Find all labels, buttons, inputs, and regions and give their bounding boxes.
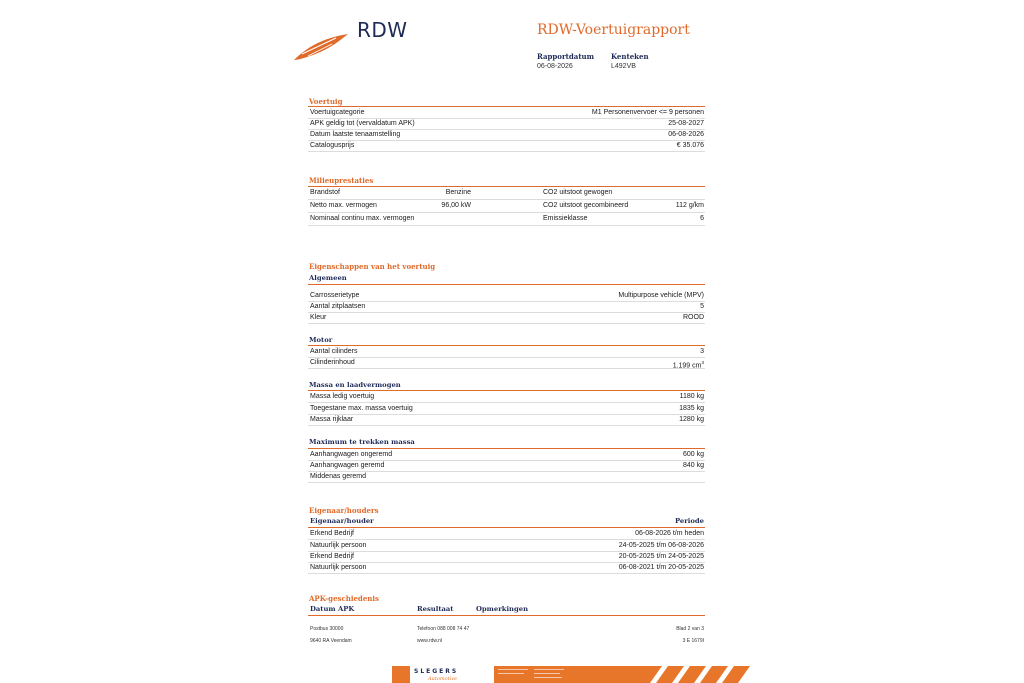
rapportdatum-value: 06-08-2026: [537, 63, 573, 70]
subsection-title-algemeen: Algemeen: [309, 274, 347, 282]
rdw-feather-logo-icon: [292, 30, 350, 62]
banner-brand: SLEGERS: [414, 668, 459, 675]
footer-postbus: Postbus 30000: [310, 626, 344, 632]
row-label: Aanhangwagen geremd: [310, 462, 385, 469]
table-row: [308, 471, 705, 483]
section-rule: [308, 615, 705, 616]
footer-page-number: Blad 2 van 3: [676, 626, 704, 632]
row-value: 24-05-2025 t/m 06-08-2026: [618, 542, 704, 549]
rdw-logo-text: RDW: [357, 18, 408, 42]
row-value: 25-08-2027: [668, 120, 704, 127]
column-header-resultaat: Resultaat: [417, 605, 454, 613]
table-header: [308, 604, 705, 615]
row-value: M1 Personenvervoer <= 9 personen: [591, 109, 704, 116]
row-label: Emissieklasse: [543, 215, 588, 222]
row-value: 06-08-2021 t/m 20-05-2025: [618, 564, 704, 571]
table-row: [308, 200, 705, 213]
table-row: [308, 140, 705, 152]
row-label: Voertuigcategorie: [310, 109, 365, 116]
subsection-title-trekken: Maximum te trekken massa: [309, 438, 415, 446]
row-value: 840 kg: [682, 462, 704, 469]
report-page: [308, 0, 705, 683]
row-value: 1835 kg: [679, 405, 704, 412]
banner-stripes-icon: [632, 666, 754, 683]
row-label: Aantal cilinders: [310, 348, 358, 355]
row-value: 112 g/km: [675, 202, 704, 209]
row-value: 5: [700, 303, 704, 310]
row-value: 600 kg: [682, 451, 704, 458]
row-value: ROOD: [683, 314, 704, 321]
row-value: € 35.076: [676, 142, 704, 149]
row-value: 96,00 kW: [441, 202, 471, 209]
rapportdatum-label: Rapportdatum: [537, 52, 595, 61]
report-title: RDW-Voertuigrapport: [537, 22, 690, 38]
table-row: [308, 357, 705, 369]
row-value: Benzine: [445, 189, 471, 196]
row-label: Natuurlijk persoon: [310, 542, 367, 549]
section-title-apk: APK-geschiedenis: [309, 594, 379, 603]
row-label: Catalogusprijs: [310, 142, 355, 149]
row-label: Aantal zitplaatsen: [310, 303, 366, 310]
row-value: 3: [700, 348, 704, 355]
section-title-voertuig: Voertuig: [309, 97, 343, 106]
table-row: [308, 187, 705, 200]
footer-plaats: 9640 RA Veendam: [310, 638, 352, 644]
banner-tagline: Automotive: [428, 676, 457, 682]
kenteken-label: Kenteken: [611, 52, 649, 61]
row-label: Cilinderinhoud: [310, 359, 355, 366]
row-value: 06-08-2026: [668, 131, 704, 138]
subsection-title-massa: Massa en laadvermogen: [309, 381, 401, 389]
table-row: [308, 414, 705, 426]
table-row: [308, 528, 705, 540]
footer-code: 3 E 1679I: [682, 638, 704, 644]
row-label: Erkend Bedrijf: [310, 553, 354, 560]
row-label: Aanhangwagen ongeremd: [310, 451, 393, 458]
row-label: Toegestane max. massa voertuig: [310, 405, 413, 412]
kenteken-value: L492VB: [611, 63, 636, 70]
dealer-banner: [392, 666, 754, 683]
column-header-periode: Periode: [674, 517, 704, 525]
row-label: Massa ledig voertuig: [310, 393, 375, 400]
row-value: [673, 357, 704, 371]
row-value: 1280 kg: [679, 416, 704, 423]
section-rule: [308, 284, 705, 285]
row-label: Brandstof: [310, 189, 340, 196]
row-label: CO2 uitstoot gecombineerd: [543, 202, 629, 209]
row-label: Datum laatste tenaamstelling: [310, 131, 401, 138]
footer-website[interactable]: www.rdw.nl: [417, 638, 443, 644]
table-row: [308, 391, 705, 403]
row-label: Carrosserietype: [310, 292, 360, 299]
banner-accent-left: [392, 666, 410, 683]
row-value: 1180 kg: [679, 393, 704, 400]
row-value: 20-05-2025 t/m 24-05-2025: [618, 553, 704, 560]
row-value: Multipurpose vehicle (MPV): [618, 292, 704, 299]
row-value: 06-08-2026 t/m heden: [635, 530, 704, 537]
cilinderinhoud-value: 1.199 cm: [672, 362, 702, 370]
row-label: APK geldig tot (vervaldatum APK): [310, 120, 415, 127]
row-label: Netto max. vermogen: [310, 202, 377, 209]
table-row: [308, 312, 705, 324]
banner-contact-block: [494, 666, 632, 683]
row-value: 6: [700, 215, 704, 222]
column-header-datum: Datum APK: [310, 605, 355, 613]
table-row: [308, 213, 705, 226]
row-label: Kleur: [310, 314, 327, 321]
subsection-title-motor: Motor: [309, 336, 333, 344]
column-header-eigenaar: Eigenaar/houder: [310, 517, 374, 525]
section-title-eigenschappen: Eigenschappen van het voertuig: [309, 262, 436, 271]
column-header-opmerkingen: Opmerkingen: [476, 605, 529, 613]
unit-superscript: 3: [701, 360, 704, 365]
table-header: [308, 516, 705, 527]
row-label: CO2 uitstoot gewogen: [543, 189, 613, 196]
row-label: Erkend Bedrijf: [310, 530, 354, 537]
row-label: Natuurlijk persoon: [310, 564, 367, 571]
row-label: Massa rijklaar: [310, 416, 354, 423]
table-row: [308, 562, 705, 574]
section-title-milieu: Milieuprestaties: [309, 176, 374, 185]
row-label: Middenas geremd: [310, 473, 367, 480]
footer-telefoon: Telefoon 088 008 74 47: [417, 626, 470, 632]
row-label: Nominaal continu max. vermogen: [310, 215, 415, 222]
section-title-eigenaar: Eigenaar/houders: [309, 506, 379, 515]
